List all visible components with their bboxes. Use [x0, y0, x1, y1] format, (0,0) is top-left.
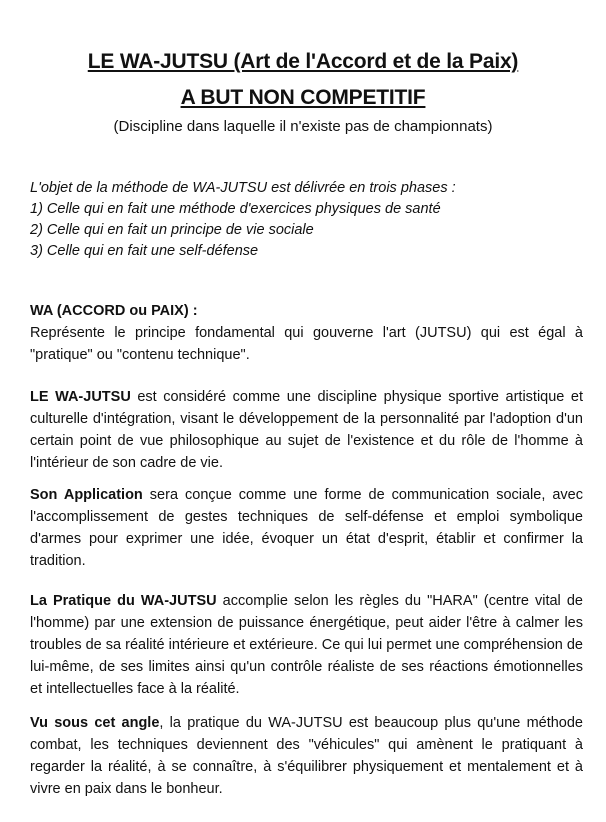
- intro-phase-3: 3) Celle qui en fait une self-défense: [30, 243, 259, 259]
- section-heading: La Pratique du WA-JUTSU: [30, 593, 217, 609]
- section-heading: Son Application: [30, 487, 143, 503]
- intro-block: [30, 178, 590, 262]
- section-heading: Vu sous cet angle: [30, 715, 160, 731]
- section-wa: [30, 300, 583, 366]
- section-body: est considéré comme une discipline physique sportive artistique et culturelle d'intégration, visant le développement de la personnalité par l'adoption d'un certain point de vue philosophique au sujet de l'existence et du rôle de l'homme à l'intérieur de son cadre de vie.: [30, 389, 583, 471]
- section-body: , la pratique du WA-JUTSU est beaucoup plus qu'une méthode combat, les techniques deviennent des "véhicules" qui amènent le pratiquant à regarder la réalité, à se connaître, à s'équilibrer physiquement et mentalement et à vivre en paix dans le bonheur.: [30, 715, 583, 797]
- section-heading: WA (ACCORD ou PAIX) :: [30, 303, 198, 319]
- document-subtitle-heading: A BUT NON COMPETITIF: [180, 86, 426, 109]
- intro-phase-2: 2) Celle qui en fait un principe de vie sociale: [30, 222, 314, 238]
- intro-line: L'objet de la méthode de WA-JUTSU est délivrée en trois phases :: [30, 180, 456, 196]
- section-body: accomplie selon les règles du "HARA" (centre vital de l'homme) par une extension de puissance énergétique, peut aider l'être à calmer les troubles de sa réalité intérieure et extérieure. Ce qui lui permet une compréhension de lui-même, de ses limites ainsi qu'un contrôle réaliste de ses réactions émotionnelles et intellectuelles face à la réalité.: [30, 593, 583, 697]
- section-heading: LE WA-JUTSU: [30, 389, 131, 405]
- intro-phase-1: 1) Celle qui en fait une méthode d'exercices physiques de santé: [30, 201, 441, 217]
- section-application: [30, 484, 583, 572]
- section-body: sera conçue comme une forme de communication sociale, avec l'accomplissement de gestes techniques de self-défense et emploi symbolique d'armes pour exprimer une idée, évoquer un état d'esprit, établir et confirmer la tradition.: [30, 487, 583, 569]
- section-body: Représente le principe fondamental qui gouverne l'art (JUTSU) qui est égal à "pratique" ou "contenu technique".: [30, 325, 583, 363]
- document-title: LE WA-JUTSU (Art de l'Accord et de la Paix): [87, 50, 519, 73]
- section-le-wa-jutsu: [30, 386, 583, 474]
- section-pratique: [30, 590, 583, 700]
- section-vu-sous-cet-angle: [30, 712, 583, 800]
- document-subtitle: (Discipline dans laquelle il n'existe pas de championnats): [113, 118, 493, 135]
